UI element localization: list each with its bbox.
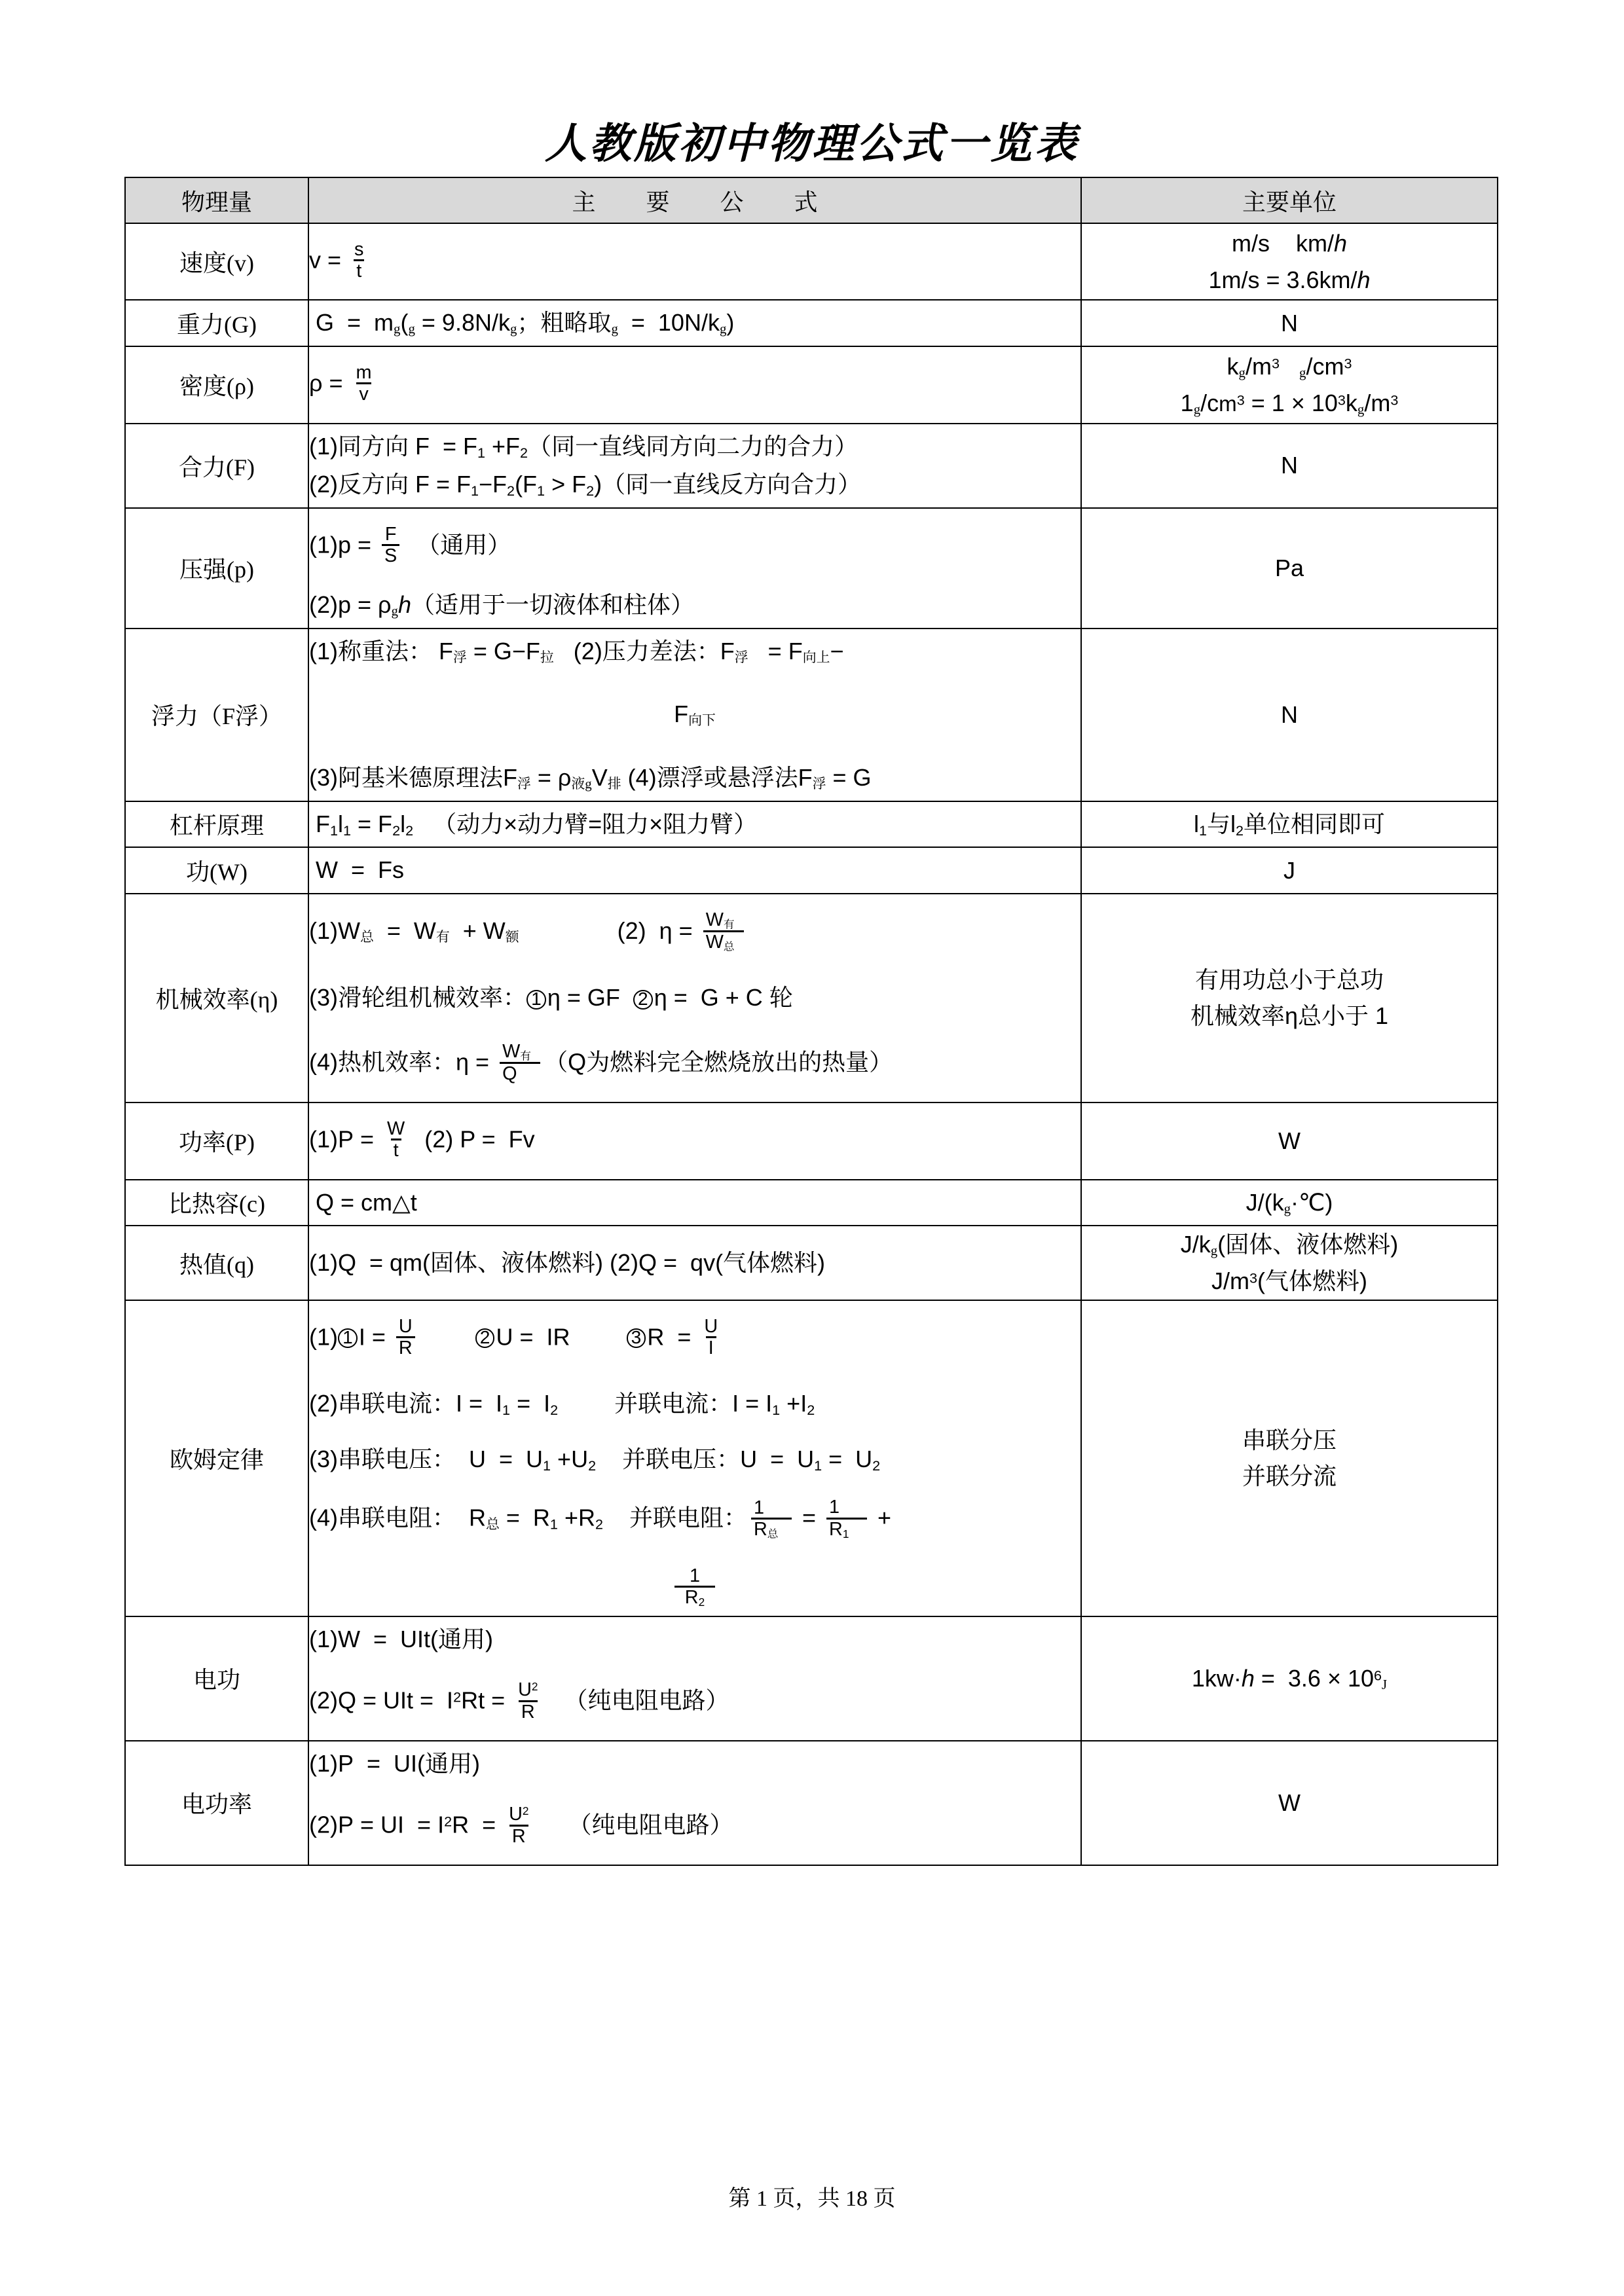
- unit-line: $kg/m^3$ $g/cm^3$: [1227, 353, 1352, 381]
- table-row-buoyancy: [125, 629, 1498, 801]
- unit-cell: J/(kg·℃): [1081, 1180, 1498, 1226]
- unit-line: m/s km/h: [1231, 229, 1348, 257]
- formula-line: (1)P = $\frac{W}{t}$ (2) P = Fv: [309, 1118, 535, 1161]
- unit-line: 有用功总小于总功: [1194, 966, 1384, 993]
- table-row-resultant-force: [125, 424, 1498, 508]
- unit-cell: [1081, 223, 1498, 300]
- formula-cell: [308, 894, 1081, 1102]
- formula-cell: [308, 346, 1081, 423]
- unit-line: 机械效率η总小于 1: [1190, 1002, 1389, 1030]
- unit-cell: $l_1$与$l_2$单位相同即可: [1081, 801, 1498, 848]
- quantity-label: 杠杆原理: [125, 801, 308, 848]
- formula-line: (1)W = UIt(通用): [309, 1625, 493, 1652]
- table-row-density: [125, 346, 1498, 423]
- table-row-electrical-work: [125, 1616, 1498, 1741]
- table-header-row: [125, 177, 1498, 223]
- table-row-electrical-power: [125, 1741, 1498, 1865]
- quantity-label: 合力(F): [125, 424, 308, 508]
- header-quantity: 物理量: [125, 177, 308, 223]
- formula-line: F向下: [674, 701, 716, 729]
- table-row-work: [125, 847, 1498, 894]
- table-row-lever: [125, 801, 1498, 848]
- table-row-mechanical-efficiency: [125, 894, 1498, 1102]
- formula-line: $F_1l_1 = F_2l_2$ （动力×动力臂=阻力×阻力臂）: [309, 810, 758, 839]
- table-row-specific-heat: [125, 1180, 1498, 1226]
- formula-line: (3)串联电压： $U = U_1 +U_2$ 并联电压：$U = U_1 = U_2$: [309, 1445, 881, 1474]
- quantity-label: 浮力（F浮）: [125, 629, 308, 801]
- formula-line: (1)同方向 $F = F_1 +F_2$（同一直线同方向二力的合力）: [309, 432, 858, 461]
- formula-cell: [308, 1226, 1081, 1300]
- formula-cell: [308, 1102, 1081, 1179]
- formula-cell: [308, 1300, 1081, 1616]
- unit-cell: W: [1081, 1102, 1498, 1179]
- formula-line: $\frac{1}{R_2}$: [309, 1567, 1080, 1609]
- unit-line: 1m/s = 3.6km/h: [1208, 266, 1371, 293]
- unit-cell: J: [1081, 847, 1498, 894]
- header-formula: 主 要 公 式: [308, 177, 1081, 223]
- formula-cell: [308, 1616, 1081, 1741]
- formula-cell: [308, 300, 1081, 346]
- unit-cell: N: [1081, 300, 1498, 346]
- formula-line: (1)W总 = W有 + W额 (2) η = $\frac{\text{W有}}{\text{W总}}$: [309, 911, 1080, 954]
- formula-line: G = mg(g = 9.8N/kg；粗略取g = 10N/kg): [309, 309, 735, 337]
- unit-cell: [1081, 894, 1498, 1102]
- unit-cell: N: [1081, 629, 1498, 801]
- header-unit: 主要单位: [1081, 177, 1498, 223]
- formula-line: (2)p = ρgh（适用于一切液体和柱体）: [309, 591, 695, 619]
- unit-cell: W: [1081, 1741, 1498, 1865]
- formula-line: Q = cm△t: [309, 1188, 417, 1216]
- formula-cell: [308, 424, 1081, 508]
- quantity-label: 电功: [125, 1616, 308, 1741]
- formula-line: (3)滑轮组机械效率： 1 η = GF 2 η = G + C 轮: [309, 984, 793, 1011]
- formula-line: v = $\frac{s}{t}$: [309, 239, 364, 282]
- table-row-pressure: [125, 508, 1498, 629]
- table-row-power: [125, 1102, 1498, 1179]
- unit-line: J/kg(固体、液体燃料): [1180, 1231, 1399, 1259]
- quantity-label: 比热容(c): [125, 1180, 308, 1226]
- formula-line: (4)热机效率：η = $\frac{\text{W有}}{Q}$ （Q为燃料完全燃烧放出的热量）: [309, 1041, 893, 1084]
- quantity-label: 欧姆定律: [125, 1300, 308, 1616]
- formula-line: (1)P = UI(通用): [309, 1749, 481, 1777]
- formula-line: (1)p = $\frac{F}{S}$ （通用）: [309, 523, 511, 566]
- quantity-label: 压强(p): [125, 508, 308, 629]
- formula-line: W = Fs: [309, 856, 405, 884]
- quantity-label: 机械效率(η): [125, 894, 308, 1102]
- formula-line: (2)串联电流：$I = I_1 = I_2$ 并联电流：$I = I_1 +I_2$: [309, 1390, 815, 1419]
- unit-cell: Pa: [1081, 508, 1498, 629]
- formula-line: (1) 1 I = $\frac{U}{R}$ 2 U = IR 3 R = $\frac{U}{I}$: [309, 1315, 718, 1359]
- unit-line: 并联分流: [1242, 1463, 1337, 1490]
- unit-cell: [1081, 1226, 1498, 1300]
- quantity-label: 密度(ρ): [125, 346, 308, 423]
- table-row-gravity: [125, 300, 1498, 346]
- formula-line: (2)P = UI = $I^2R$ = $\frac{U^2}{R}$ （纯电阻电路）: [309, 1804, 733, 1847]
- formula-cell: [308, 629, 1081, 801]
- formula-cell: [308, 508, 1081, 629]
- unit-line: $1g/cm^3 = 1 \times 10^3kg/m^3$: [1180, 389, 1399, 417]
- unit-cell: [1081, 1300, 1498, 1616]
- quantity-label: 热值(q): [125, 1226, 308, 1300]
- unit-cell: [1081, 346, 1498, 423]
- quantity-label: 功率(P): [125, 1102, 308, 1179]
- formula-cell: [308, 847, 1081, 894]
- formula-line: ρ = $\frac{m}{v}$: [309, 362, 372, 405]
- formula-line: (4)串联电阻： R总 = $R_1 +R_2$ 并联电阻： $\frac{1}{\text{R总}}$ = $\frac{1}{R_1}$ +: [309, 1497, 892, 1540]
- table-row-heat-value: [125, 1226, 1498, 1300]
- formula-cell: [308, 1741, 1081, 1865]
- unit-cell: $1kw\cdot h = 3.6 \times 10^6J$: [1081, 1616, 1498, 1741]
- formula-line: (1)Q = qm(固体、液体燃料) (2)Q = qv(气体燃料): [309, 1248, 826, 1276]
- formula-cell: [308, 223, 1081, 300]
- table-row-speed: [125, 223, 1498, 300]
- quantity-label: 电功率: [125, 1741, 308, 1865]
- unit-cell: N: [1081, 424, 1498, 508]
- formula-cell: [308, 1180, 1081, 1226]
- unit-line: 串联分压: [1242, 1426, 1337, 1453]
- page-title: 人教版初中物理公式一览表: [545, 120, 1079, 167]
- quantity-label: 速度(v): [125, 223, 308, 300]
- quantity-label: 重力(G): [125, 300, 308, 346]
- table-row-ohms-law: [125, 1300, 1498, 1616]
- unit-line: $J/m^3$(气体燃料): [1211, 1267, 1367, 1295]
- physics-formula-table: [124, 177, 1498, 1866]
- formula-line: (1)称重法： F浮 = G−F拉 (2)压力差法：F浮 = F向上−: [309, 637, 844, 665]
- quantity-label: 功(W): [125, 847, 308, 894]
- formula-line: (2)反方向 $F = F_1-F_2(F_1 > F_2)$（同一直线反方向合力）: [309, 471, 862, 499]
- page-footer: 第 1 页，共 18 页: [728, 2187, 896, 2211]
- formula-line: (3)阿基米德原理法F浮 = ρ液gV排 (4)漂浮或悬浮法F浮 = G: [309, 763, 872, 792]
- formula-cell: [308, 801, 1081, 848]
- formula-line: (2)Q = UIt = $I^2Rt$ = $\frac{U^2}{R}$ （纯电阻电路）: [309, 1679, 729, 1722]
